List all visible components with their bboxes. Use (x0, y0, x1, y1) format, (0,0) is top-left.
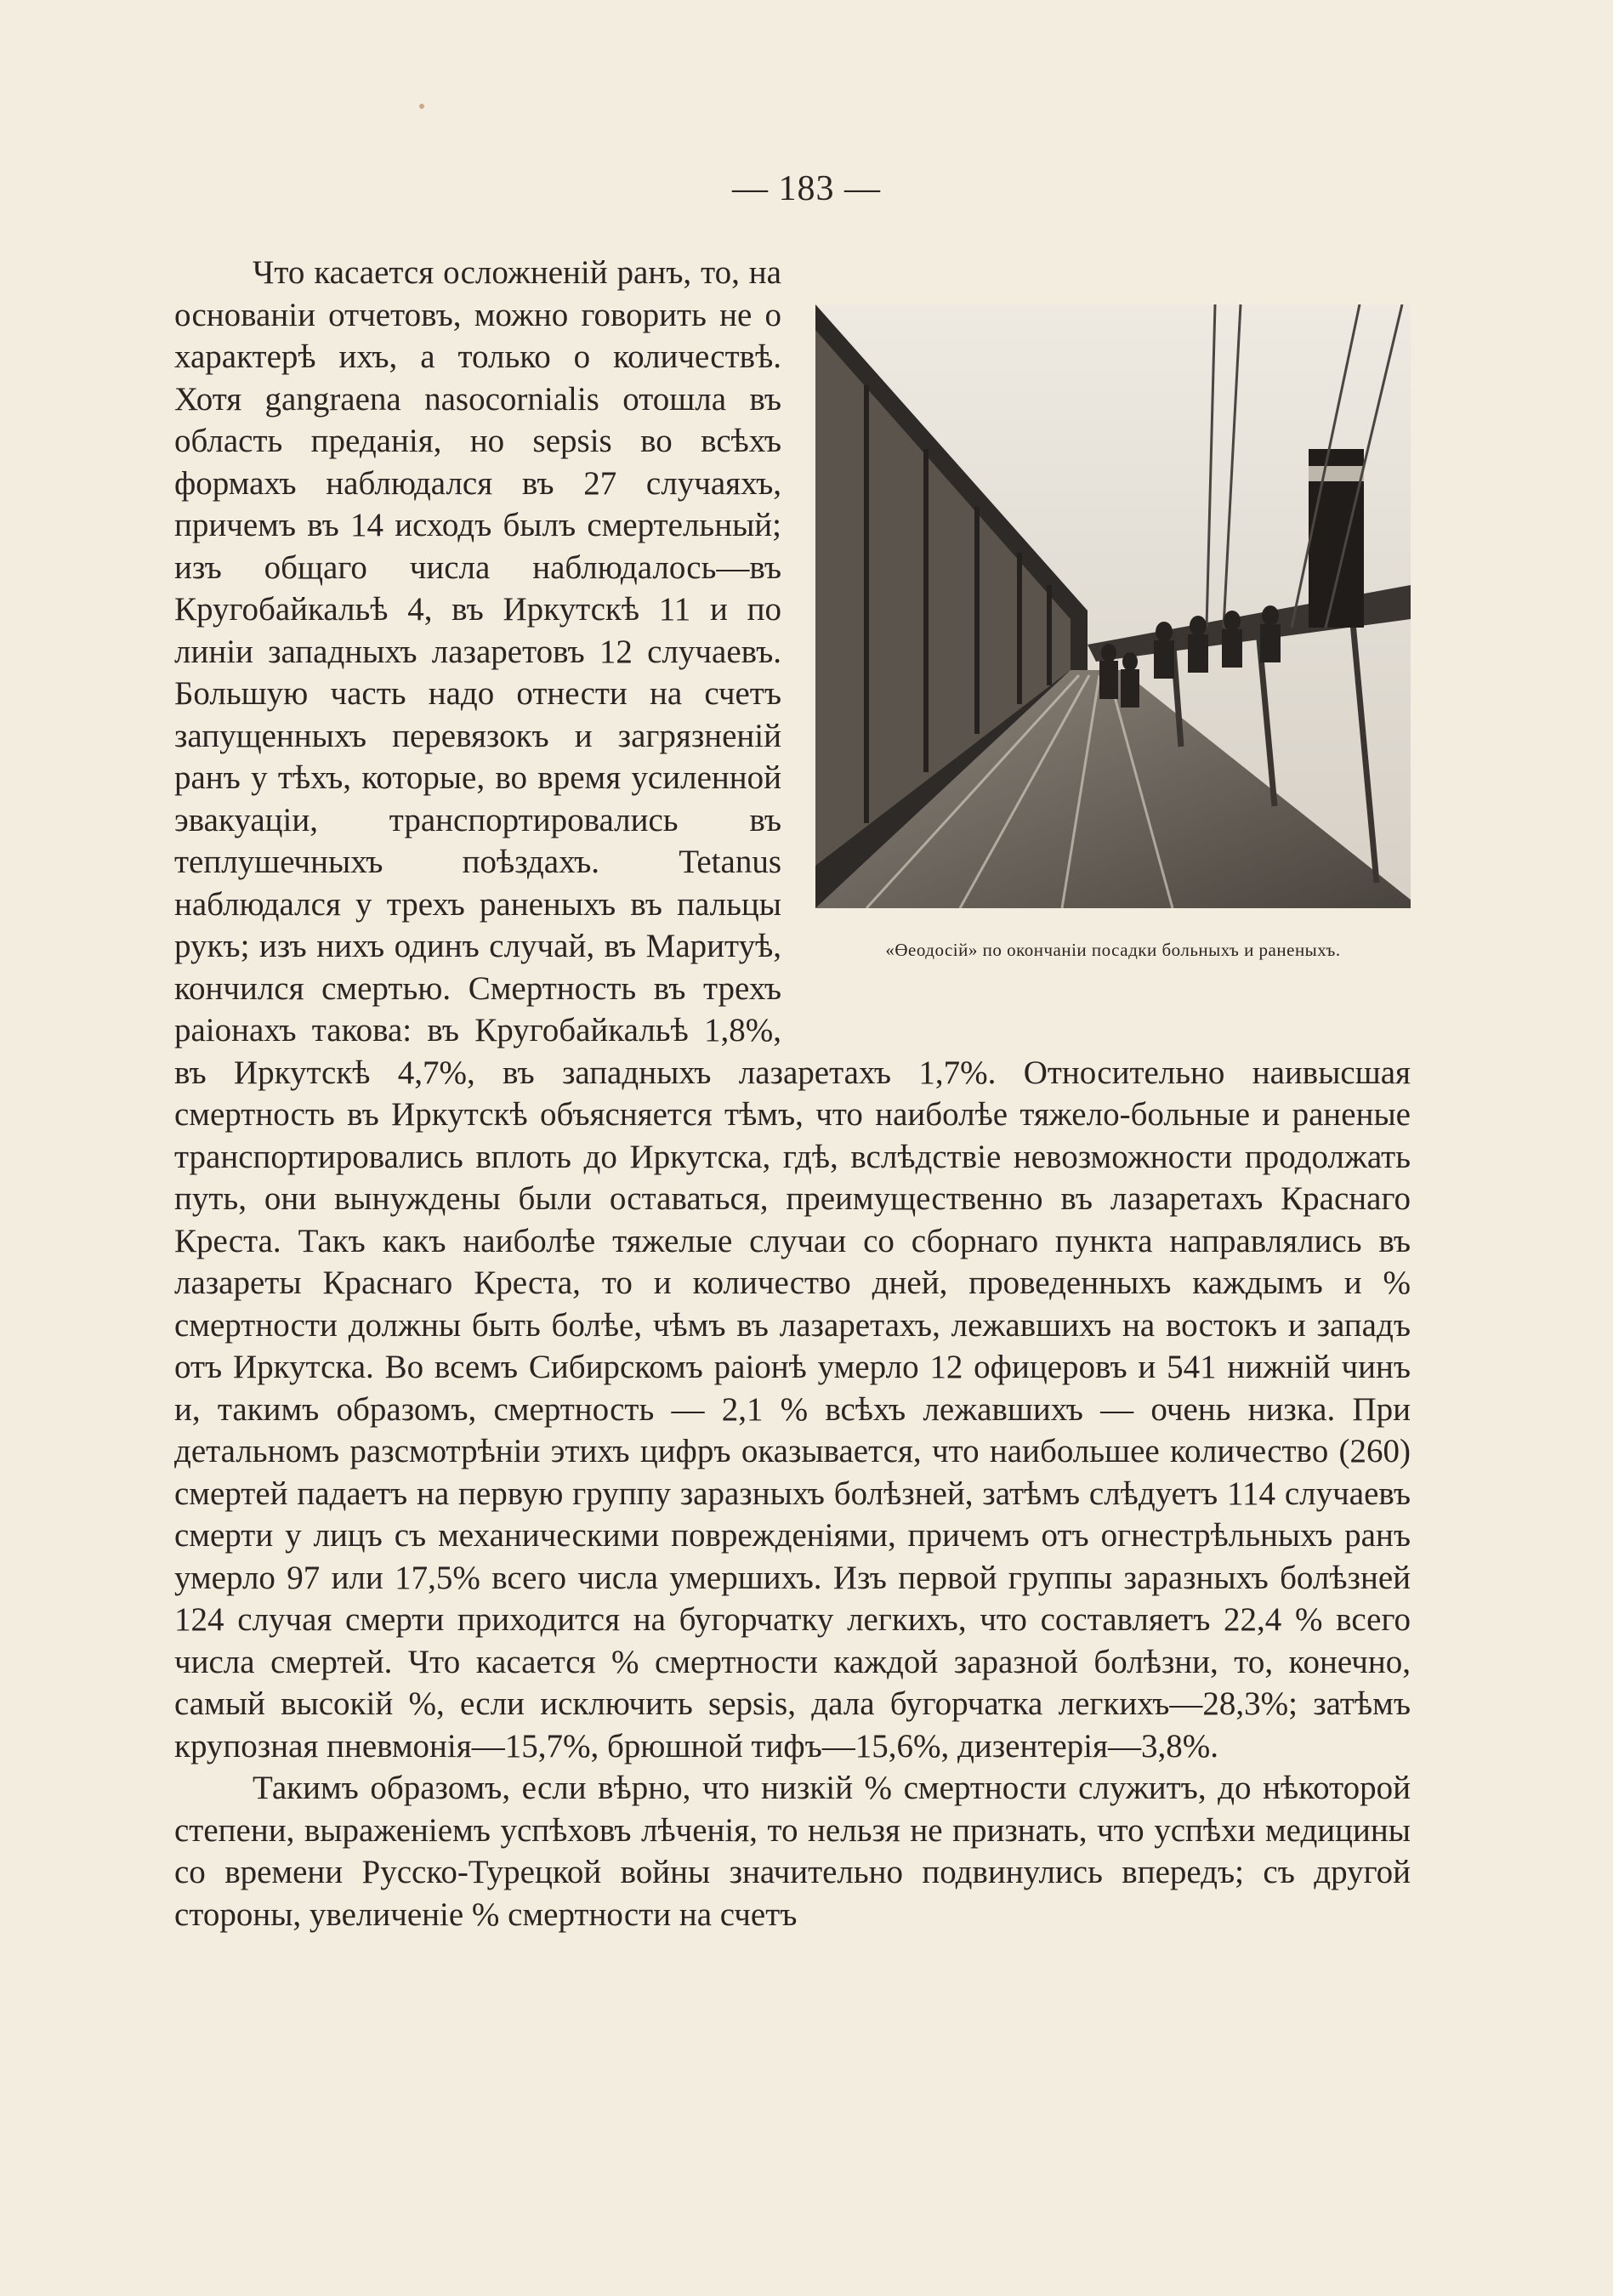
page-number: — 183 — (732, 169, 881, 208)
ink-speck (419, 104, 424, 109)
body-text (174, 252, 1411, 1935)
paragraph-2: Такимъ образомъ, если вѣрно, что низкій % смертности служитъ, до нѣкоторой степени, выраженіемъ успѣховъ лѣченія, то нельзя не признать, что успѣхи медицины со времени Русско-Турецкой войны значительно подвинулись впередъ; съ другой стороны, увеличеніе % смертности на счетъ (174, 1770, 1411, 1933)
photo-illustration (815, 304, 1411, 908)
paragraph-1: Что касается осложненій ранъ, то, на основаніи отчетовъ, можно говорить не о характерѣ ихъ, а только о количествѣ. Хотя gangraena nasocornialis отошла въ область преданія, но sepsis во всѣхъ формахъ наблюдался въ 27 случаяхъ, причемъ въ 14 исходъ былъ смертельный; изъ общаго числа наблюдалось—въ Кругобайкальѣ 4, въ Иркутскѣ 11 и по линіи западныхъ лазаретовъ 12 случаевъ. Большую часть надо отнести на счетъ запущенныхъ перевязокъ и загрязненій ранъ у тѣхъ, которые, во время усиленной эвакуаціи, транспортировались въ теплушечныхъ поѣздахъ. Tetanus наблюдался у трехъ раненыхъ въ пальцы рукъ; изъ нихъ одинъ случай, въ Маритуѣ, кончился смертью. Смертность въ трехъ раіонахъ такова: въ Кругобайкальѣ 1,8%, въ Иркутскѣ 4,7%, въ западныхъ лазаретахъ 1,7%. Относительно наивысшая смертность въ Иркутскѣ объясняется тѣмъ, что наиболѣе тяжело-больные и раненые транспортировались вплоть до Иркутска, гдѣ, вслѣдствіе невозможности продолжать путь, они вынуждены были оставаться, преимущественно въ лазаретахъ Краснаго Креста. Такъ какъ наиболѣе тяжелые случаи со сборнаго пункта направлялись въ лазареты Краснаго Креста, то и количество дней, проведенныхъ каждымъ и % смертности должны быть болѣе, чѣмъ въ лазаретахъ, лежавшихъ на востокъ и западъ отъ Иркутска. Во всемъ Сибирскомъ раіонѣ умерло 12 офицеровъ и 541 нижній чинъ и, такимъ образомъ, смертность — 2,1 % всѣхъ лежавшихъ — очень низка. При детальномъ разсмотрѣніи этихъ цифръ оказывается, что наибольшее количество (260) смертей падаетъ на первую группу заразныхъ болѣзней, затѣмъ слѣдуетъ 114 случаевъ смерти у лицъ съ механическими поврежденіями, причемъ отъ огнестрѣльныхъ ранъ умерло 97 или 17,5% всего числа умершихъ. Изъ первой группы заразныхъ болѣзней 124 случая смерти приходится на бугорчатку легкихъ, что составляетъ 22,4 % всего числа смертей. Что касается % смертности каждой заразной болѣзни, то, конечно, самый высокій %, если исключить sepsis, дала бугорчатка легкихъ—28,3%; затѣмъ крупозная пневмонія—15,7%, брюшной тифъ—15,6%, дизентерія—3,8%. (174, 254, 1411, 1765)
figure (815, 304, 1411, 1010)
figure-caption: «Өеодосій» по окончаніи посадки больныхъ и раненыхъ. (885, 940, 1341, 960)
ship-deck-photo (815, 304, 1411, 908)
